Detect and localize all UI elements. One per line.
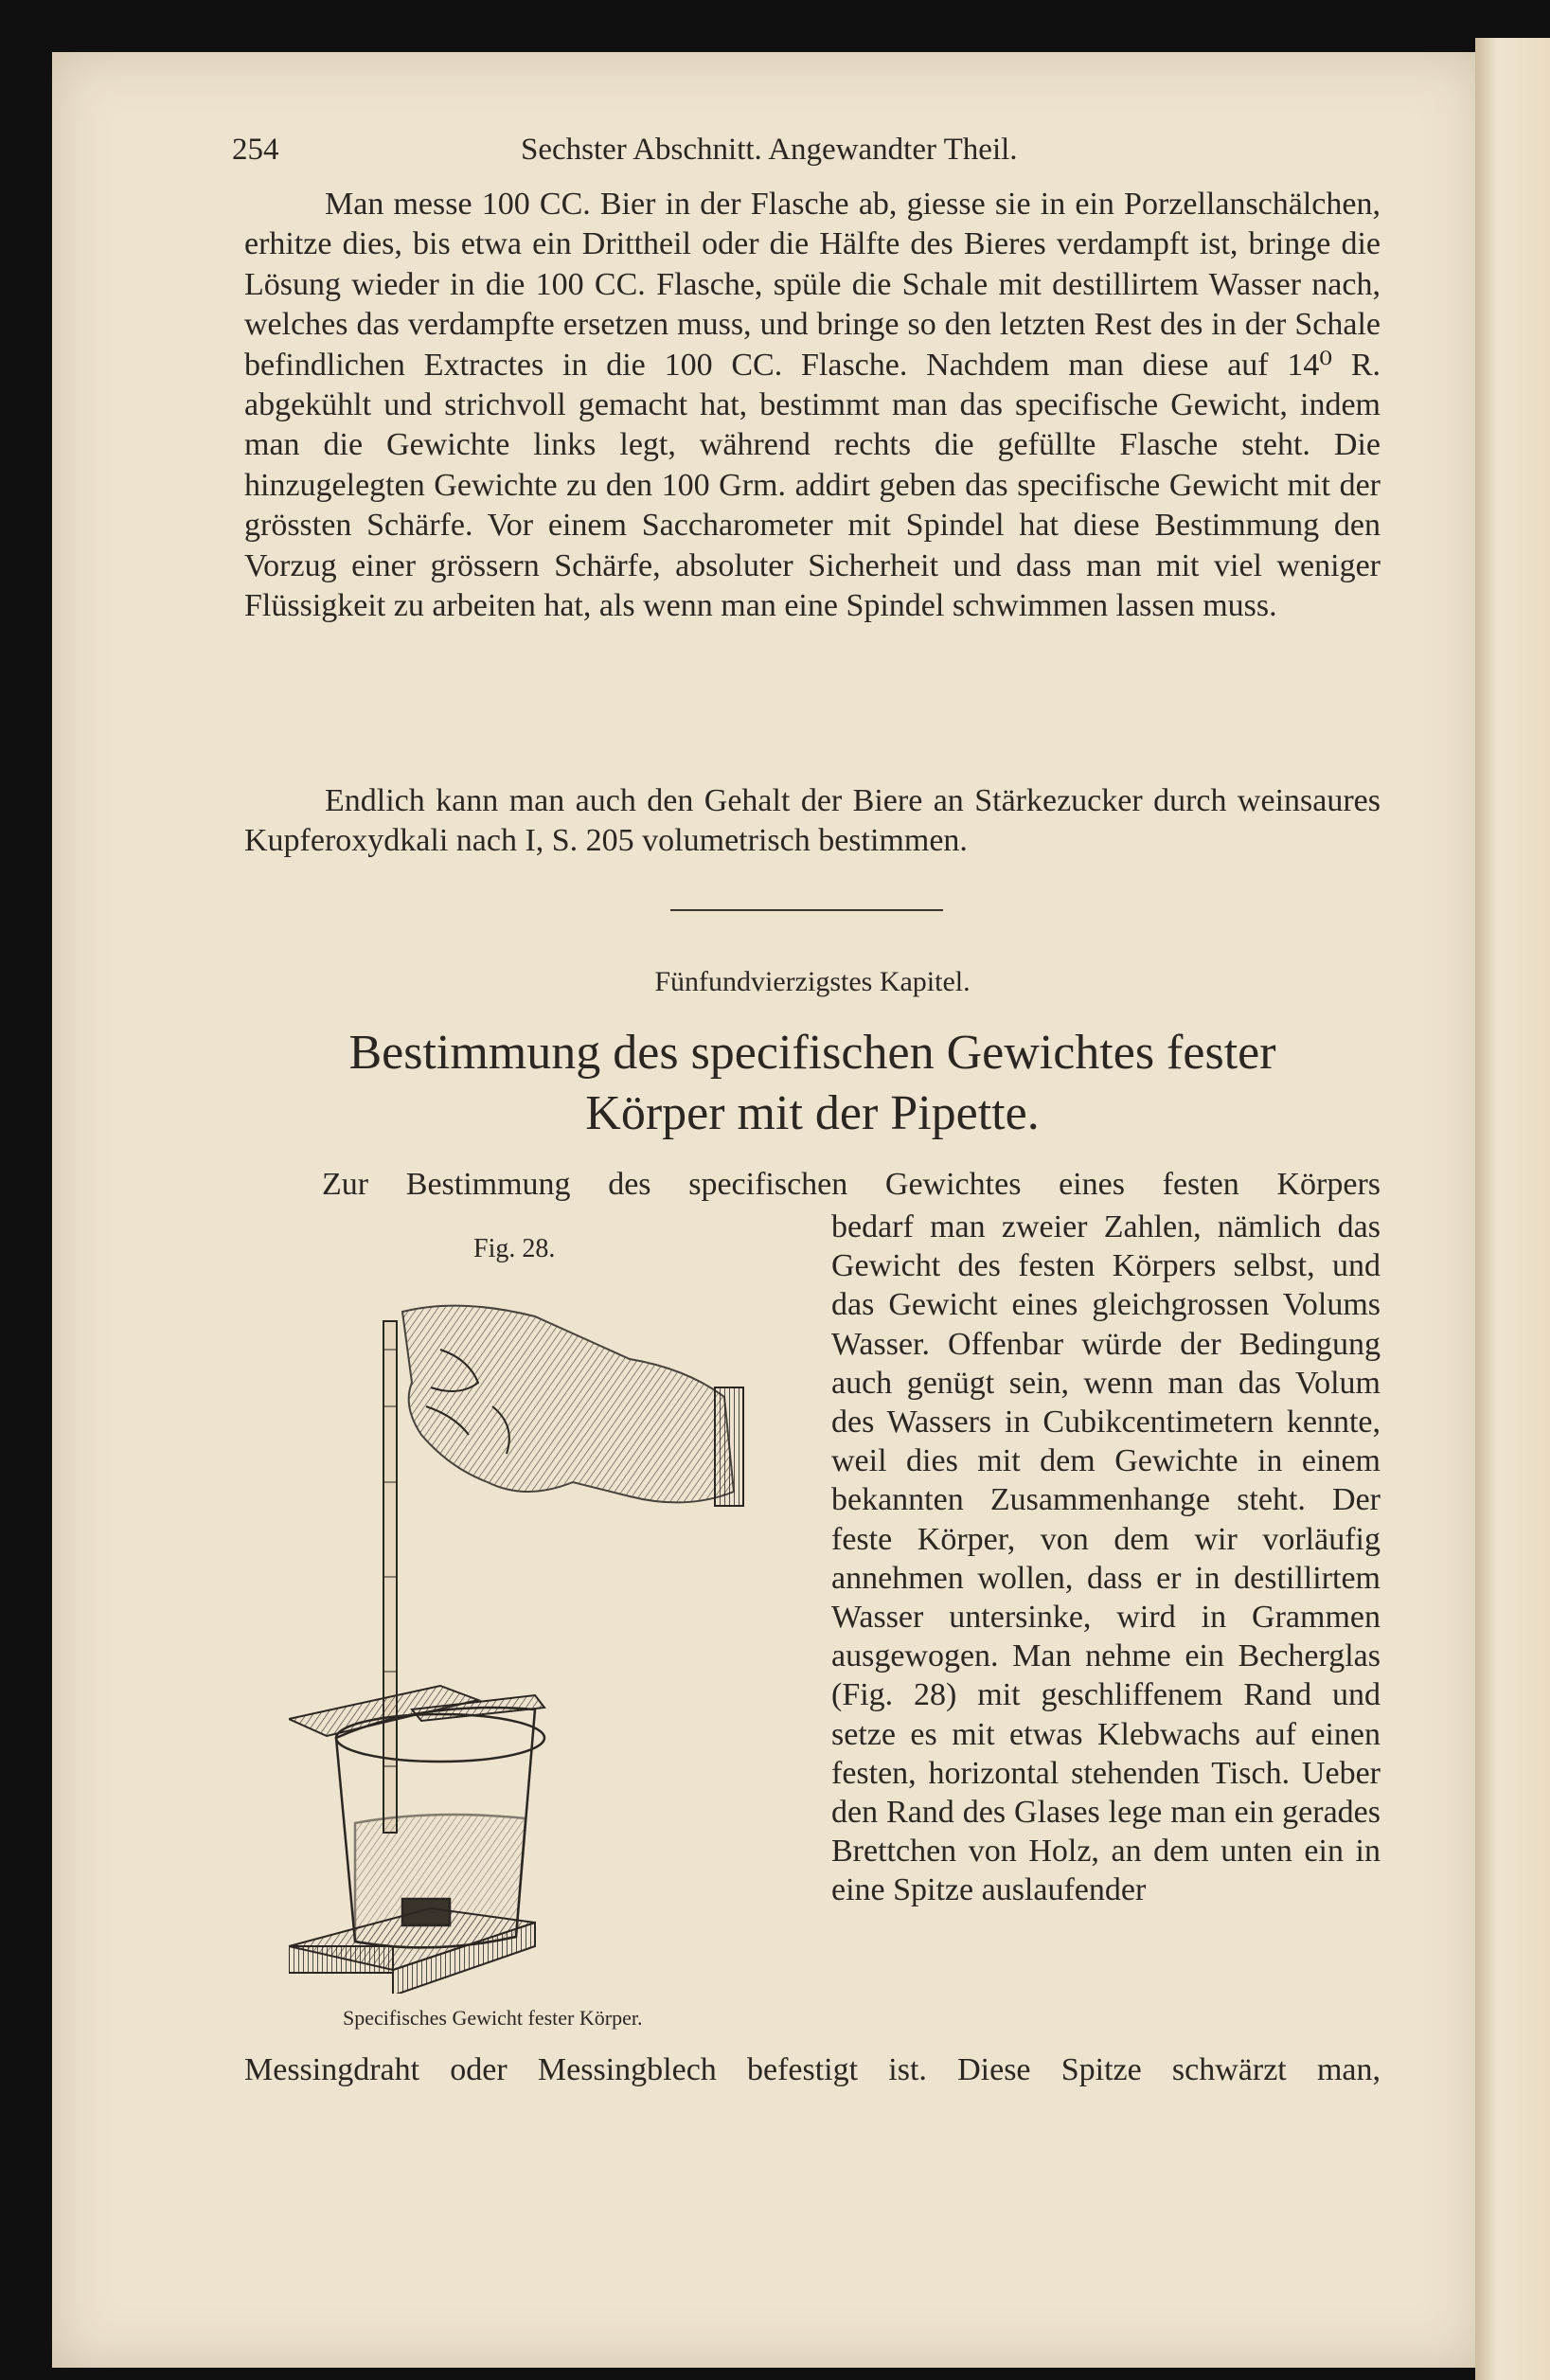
page-number: 254: [232, 133, 279, 167]
figure-caption: Specifisches Gewicht fester Körper.: [343, 2006, 643, 2030]
hand-drawing: [402, 1306, 743, 1506]
paragraph-1-text: Man messe 100 CC. Bier in der Flasche ab, giesse sie in ein Porzellanschälchen, erhitze dies, bis etwa ein Drittheil oder die Hälfte des Bieres verdampft ist, bringe die Lösung wieder in die 100 CC. Flasche, spüle die Schale mit destillirtem Wasser nach, welches das verdampfte ersetzen muss, und bringe so den letzten Rest des in der Schale befindlichen Extractes in die 100 CC. Flasche. Nachdem man diese auf 14⁰ R. abgekühlt und strichvoll gemacht hat, bestimmt man das specifische Gewicht, indem man die Gewichte links legt, während rechts die gefüllte Flasche steht. Die hinzugelegten Gewichte zu den 100 Grm. addirt geben das specifische Gewicht mit der grössten Schärfe. Vor einem Saccharometer mit Spindel hat diese Bestimmung den Vorzug einer grössern Schärfe, absoluter Sicherheit und dass man mit viel weniger Flüssigkeit zu arbeiten hat, als wenn man eine Spindel schwimmen lassen muss.: [244, 187, 1381, 624]
heading-line-2: Körper mit der Pipette.: [585, 1086, 1040, 1140]
pipette-drawing: [383, 1321, 397, 1833]
figure-illustration: [289, 1293, 819, 1994]
board-drawing: [289, 1686, 544, 1736]
figure-label: Fig. 28.: [473, 1234, 556, 1263]
base-plate-drawing: [289, 1908, 535, 1994]
running-title: Sechster Abschnitt. Angewandter Theil.: [521, 133, 1018, 167]
intro-line: Zur Bestimmung des specifischen Gewichtes eines festen Körpers: [322, 1167, 1381, 1202]
heading-line-1: Bestimmung des specifischen Gewichtes fester: [348, 1026, 1276, 1080]
closing-line: Messingdraht oder Messingblech befestigt ist. Diese Spitze schwärzt man,: [244, 2052, 1381, 2087]
running-header: [232, 133, 1392, 180]
paragraph-1: [244, 185, 1381, 626]
paragraph-2: [244, 781, 1381, 861]
right-column-text: bedarf man zweier Zahlen, nämlich das Gewicht des festen Körpers selbst, und das Gewicht eines gleichgrossen Volums Wasser. Offenbar würde der Bedingung auch genügt sein, wenn man das Volum des Wassers in Cubikcentimetern kennte, weil dies mit dem Gewichte in einem bekannten Zusammenhange steht. Der feste Körper, von dem wir vorläufig annehmen wollen, dass er in destillirtem Wasser untersinke, wird in Grammen ausgewogen. Man nehme ein Becherglas (Fig. 28) mit geschliffenem Rand und setze es mit etwas Klebwachs auf einen festen, horizontal stehenden Tisch. Ueber den Rand des Glases lege man ein gerades Brettchen von Holz, an dem unten ein in eine Spitze auslaufender: [831, 1209, 1381, 1908]
page-edge: [1475, 38, 1550, 2380]
chapter-label: Fünfundvierzigstes Kapitel.: [654, 966, 971, 997]
chapter-heading: [244, 1023, 1381, 1144]
section-divider: [670, 909, 943, 911]
paragraph-2-text: Endlich kann man auch den Gehalt der Biere an Stärkezucker durch weinsaures Kupferoxydkali nach I, S. 205 volumetrisch bestimmen.: [244, 783, 1381, 858]
